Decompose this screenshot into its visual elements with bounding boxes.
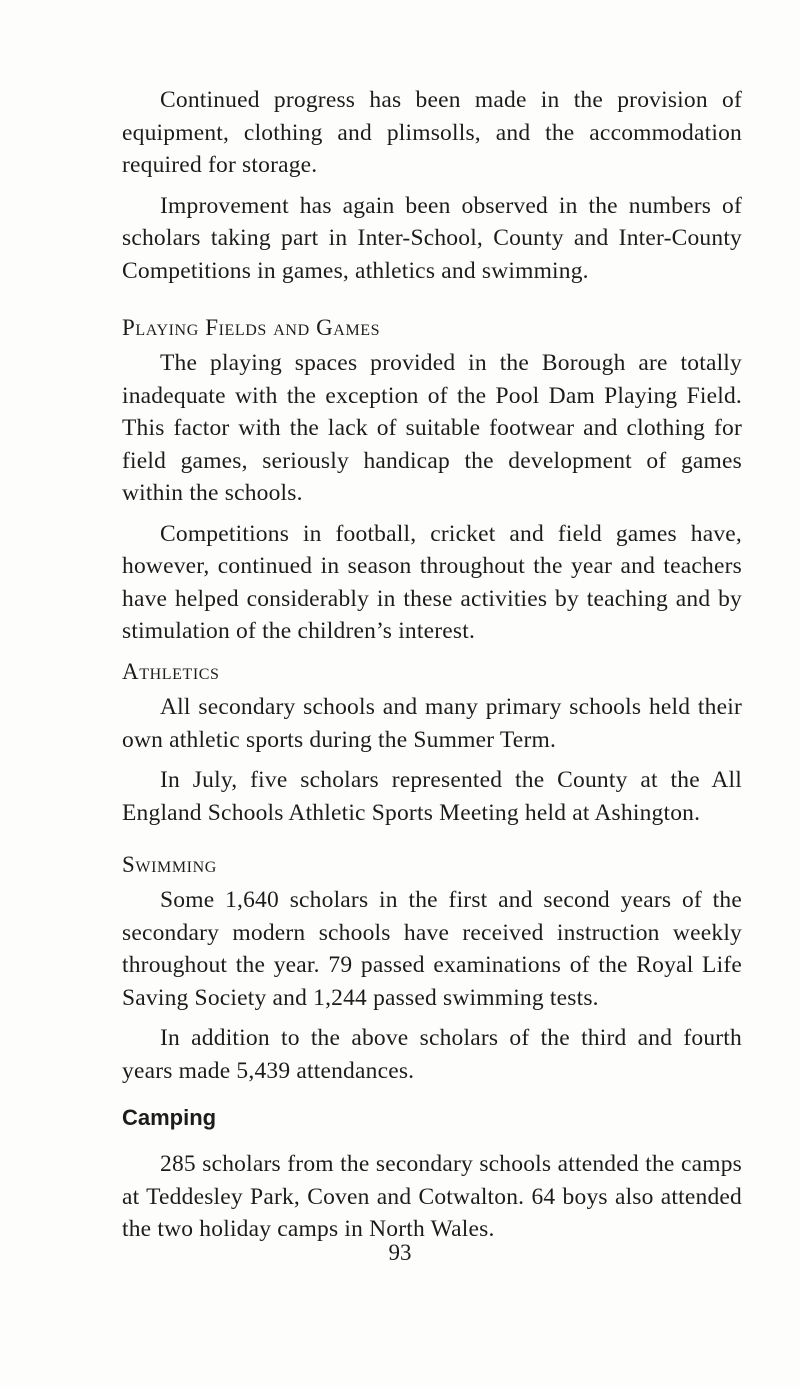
heading-playing-fields: Playing Fields and Games: [122, 315, 381, 340]
playing-fields-paragraph-1: The playing spaces provided in the Borough are totally inadequate with the exception of the Pool Dam Playing Field. This factor with the lack of suitable footwear and clothing for field games, seriously handicap the development of games within the schools.: [122, 350, 742, 506]
heading-athletics: Athletics: [122, 659, 220, 684]
heading-swimming: Swimming: [122, 852, 217, 877]
intro-section: [122, 84, 742, 287]
intro-paragraph-2: Improvement has again been observed in the numbers of scholars taking part in Inter-School, County and Inter-County Competitions in games, athletics and swimming.: [122, 192, 742, 284]
swimming-section: [122, 884, 742, 1087]
playing-fields-paragraph-2: Competitions in football, cricket and field games have, however, continued in season throughout the year and teachers have helped considerably in these activities by teaching and by stimulation of the children’s interest.: [122, 520, 742, 644]
swimming-paragraph-2: In addition to the above scholars of the third and fourth years made 5,439 attendances.: [122, 1025, 742, 1084]
heading-camping: Camping: [122, 1105, 217, 1130]
playing-fields-section: [122, 347, 742, 648]
page-number: 93: [388, 1240, 412, 1265]
camping-section: [122, 1148, 742, 1246]
athletics-paragraph-2: In July, five scholars represented the County at the All England Schools Athletic Sports Meeting held at Ashington.: [122, 767, 742, 826]
camping-paragraph-1: 285 scholars from the secondary schools attended the camps at Teddesley Park, Coven and Cotwalton. 64 boys also attended the two holiday camps in North Wales.: [122, 1151, 742, 1242]
athletics-section: [122, 691, 742, 829]
intro-paragraph-1: Continued progress has been made in the provision of equipment, clothing and plimsolls, and the accommodation required for storage.: [122, 87, 742, 178]
swimming-paragraph-1: Some 1,640 scholars in the first and second years of the secondary modern schools have received instruction weekly throughout the year. 79 passed examinations of the Royal Life Saving Society and 1,244 passed swimming tests.: [122, 887, 742, 1011]
athletics-paragraph-1: All secondary schools and many primary schools held their own athletic sports during the Summer Term.: [122, 694, 742, 753]
